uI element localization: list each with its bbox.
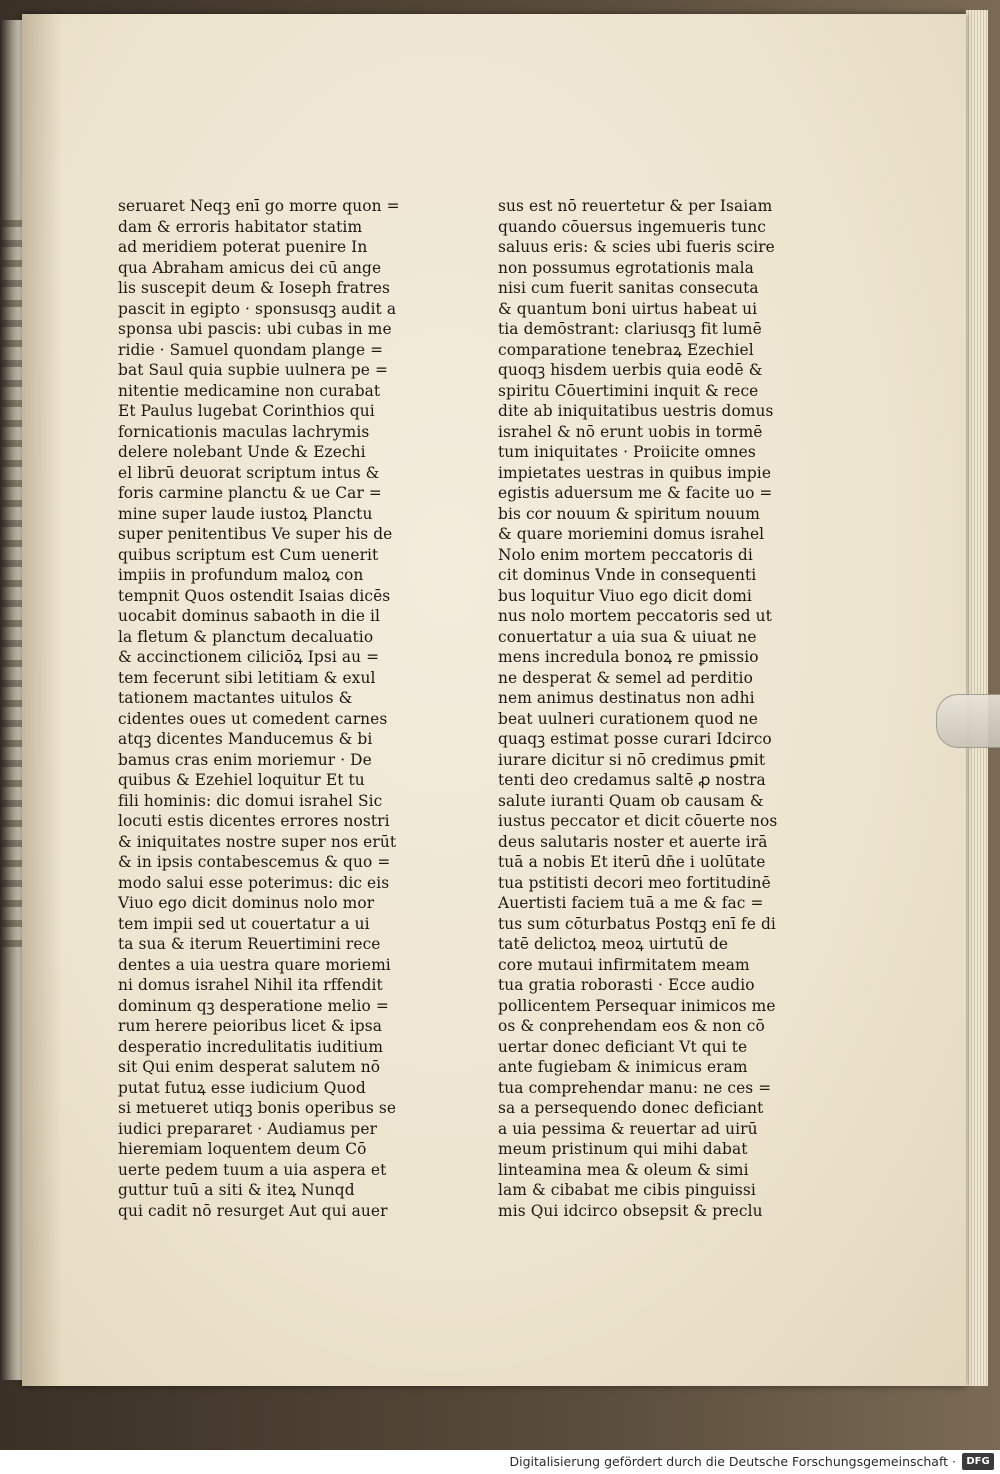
text-line: tempnit Quos ostendit Isaias dicēs (118, 586, 391, 605)
text-line: meum pristinum qui mihi dabat (498, 1140, 748, 1158)
text-line: iurare dicitur si nō credimus ꝑmit (498, 750, 766, 769)
text-line: bis cor nouum & spiritum nouum (498, 504, 760, 523)
text-line: mis Qui idcirco obsepsit & preclu (498, 1201, 763, 1220)
text-line: tua comprehendar manu: ne ces = (498, 1078, 772, 1097)
text-line: sponsa ubi pascis: ubi cubas in me (118, 320, 392, 338)
text-line: quoqꝫ hisdem uerbis quia eodē & (498, 361, 763, 379)
text-line: spiritu Cōuertimini inquit & rece (498, 381, 759, 400)
text-line: & quare moriemini domus israhel (498, 525, 765, 543)
text-line: super penitentibus Ve super his de (118, 525, 393, 543)
text-line: hieremiam loquentem deum Cō (118, 1140, 367, 1158)
text-line: & quantum boni uirtus habeat ui (498, 299, 758, 318)
text-line: pollicentem Persequar inimicos me (498, 996, 776, 1015)
text-line: egistis aduersum me & facite uo = (498, 484, 773, 502)
text-line: seruaret Neqꝫ enī go morre quon = (118, 197, 400, 215)
text-line: quibus scriptum est Cum uenerit (118, 545, 379, 564)
text-line: locuti estis dicentes errores nostri (118, 812, 390, 830)
previous-page-text-fragment (2, 220, 24, 960)
text-line: atqꝫ dicentes Manducemus & bi (118, 730, 373, 748)
text-line: israhel & nō erunt uobis in tormē (498, 422, 763, 441)
text-line: iustus peccator et dicit cōuerte nos (498, 812, 778, 830)
text-line: rum herere peioribus licet & ipsa (118, 1017, 382, 1035)
text-line: iudici prepararet · Audiamus per (118, 1119, 378, 1138)
text-line: ne desperat & semel ad perditio (498, 668, 753, 687)
text-line: os & conprehendam eos & non cō (498, 1017, 765, 1035)
text-line: core mutaui infirmitatem meam (498, 955, 750, 974)
text-line: bamus cras enim moriemur · De (118, 750, 372, 769)
text-line: ante fugiebam & inimicus eram (498, 1058, 748, 1076)
text-line: Auertisti faciem tuā a me & fac = (498, 894, 764, 912)
text-line: Viuo ego dicit dominus nolo mor (118, 894, 375, 912)
text-line: uocabit dominus sabaoth in die il (118, 607, 381, 625)
text-line: a uia pessima & reuertar ad uirū (498, 1119, 758, 1138)
text-line: dite ab iniquitatibus uestris domus (498, 402, 774, 420)
text-line: & iniquitates nostre super nos erūt (118, 832, 397, 851)
text-line: saluus eris: & scies ubi fueris scire (498, 238, 775, 256)
text-line: tem impii sed ut couertatur a ui (118, 914, 370, 933)
text-line: quibus & Ezehiel loquitur Et tu (118, 771, 365, 789)
text-line: ridie · Samuel quondam plange = (118, 340, 384, 359)
text-line: comparatione tenebraꝝ Ezechiel (498, 340, 754, 359)
text-line: nus nolo mortem peccatoris sed ut (498, 607, 772, 625)
text-line: sa a persequendo donec deficiant (498, 1099, 764, 1117)
text-line: nisi cum fuerit sanitas consecuta (498, 279, 759, 297)
page-gutter-shadow (22, 14, 62, 1386)
text-line: quando cōuersus ingemueris tunc (498, 217, 766, 236)
text-line: qui cadit nō resurget Aut qui auer (118, 1201, 388, 1220)
text-line: guttur tuū a siti & iteꝝ Nunqd (118, 1181, 355, 1199)
text-line: linteamina mea & oleum & simi (498, 1160, 749, 1179)
text-line: tus sum cōturbatus Postqꝫ enī fe di (498, 914, 776, 933)
text-line: pascit in egipto · sponsusqꝫ audit a (118, 299, 397, 318)
text-line: Et Paulus lugebat Corinthios qui (118, 402, 375, 420)
text-line: la fletum & planctum decaluatio (118, 627, 374, 646)
text-line: mens incredula bonoꝝ re ꝑmissio (498, 648, 759, 666)
text-line: impiis in profundum maloꝝ con (118, 566, 364, 584)
text-line: quaqꝫ estimat posse curari Idcirco (498, 730, 772, 748)
text-line: ni domus israhel Nihil ita rffendit (118, 976, 383, 994)
text-line: Nolo enim mortem peccatoris di (498, 545, 753, 564)
text-line: cidentes oues ut comedent carnes (118, 709, 388, 728)
text-line: mine super laude iustoꝝ Planctu (118, 504, 373, 523)
text-line: tua pstitisti decori meo fortitudinē (498, 873, 771, 892)
text-line: conuertatur a uia sua & uiuat ne (498, 627, 757, 646)
footer-bar (0, 1450, 1000, 1474)
text-line: el librū deuorat scriptum intus & (118, 463, 380, 482)
text-line: fornicationis maculas lachrymis (118, 422, 370, 441)
text-line: uertar donec deficiant Vt qui te (498, 1037, 748, 1056)
text-line: beat uulneri curationem quod ne (498, 709, 758, 728)
text-line: lis suscepit deum & Ioseph fratres (118, 279, 391, 297)
text-line: bat Saul quia supbie uulnera pe = (118, 361, 388, 379)
funding-credit: Digitalisierung gefördert durch die Deutsche Forschungsgemeinschaft · (509, 1454, 956, 1469)
text-line: bus loquitur Viuo ego dicit domi (498, 586, 752, 605)
text-line: tatē delictoꝝ meoꝝ uirtutū de (498, 935, 729, 953)
text-line: lam & cibabat me cibis pinguissi (498, 1181, 756, 1199)
text-line: deus salutaris noster et auerte irā (498, 832, 768, 851)
left-text-column (118, 196, 418, 1221)
text-line: tem fecerunt sibi letitiam & exul (118, 668, 376, 687)
text-line: foris carmine planctu & ue Car = (118, 484, 382, 502)
text-line: tua gratia roborasti · Ecce audio (498, 976, 755, 994)
text-line: dam & erroris habitator statim (118, 217, 363, 236)
text-line: ta sua & iterum Reuertimini rece (118, 935, 381, 953)
bookmark-tab[interactable] (936, 694, 1000, 748)
text-line: cit dominus Vnde in consequenti (498, 566, 757, 584)
text-line: dentes a uia uestra quare moriemi (118, 955, 391, 974)
text-line: nem animus destinatus non adhi (498, 689, 755, 707)
text-line: tuā a nobis Et iterū dn̄e i uolūtate (498, 853, 766, 871)
right-text-column (498, 196, 778, 1221)
text-line: salute iuranti Quam ob causam & (498, 791, 764, 810)
text-line: sit Qui enim desperat salutem nō (118, 1058, 381, 1076)
text-line: putat futuꝝ esse iudicium Quod (118, 1078, 366, 1097)
text-line: tenti deo credamus saltē ꝓ nostra (498, 771, 766, 789)
text-line: dominum qꝫ desperatione melio = (118, 996, 389, 1015)
text-line: ad meridiem poterat puenire In (118, 238, 368, 256)
text-line: uerte pedem tuum a uia aspera et (118, 1160, 387, 1179)
text-line: & in ipsis contabescemus & quo = (118, 853, 391, 871)
text-line: tationem mactantes uitulos & (118, 689, 353, 707)
dfg-logo-icon: DFG (962, 1453, 994, 1470)
text-line: fili hominis: dic domui israhel Sic (118, 791, 383, 810)
text-line: si metueret utiqꝫ bonis operibus se (118, 1099, 397, 1117)
text-line: tia demōstrant: clariusqꝫ fit lumē (498, 320, 762, 338)
text-line: non possumus egrotationis mala (498, 258, 754, 277)
text-line: tum iniquitates · Proiicite omnes (498, 443, 756, 461)
text-line: modo salui esse poterimus: dic eis (118, 873, 390, 892)
text-line: impietates uestras in quibus impie (498, 463, 772, 482)
text-line: sus est nō reuertetur & per Isaiam (498, 197, 773, 215)
text-line: nitentie medicamine non curabat (118, 381, 381, 400)
text-line: & accinctionem ciliciōꝝ Ipsi au = (118, 648, 380, 666)
text-line: desperatio incredulitatis iuditium (118, 1037, 384, 1056)
text-line: qua Abraham amicus dei cū ange (118, 258, 382, 277)
text-line: delere nolebant Unde & Ezechi (118, 443, 366, 461)
